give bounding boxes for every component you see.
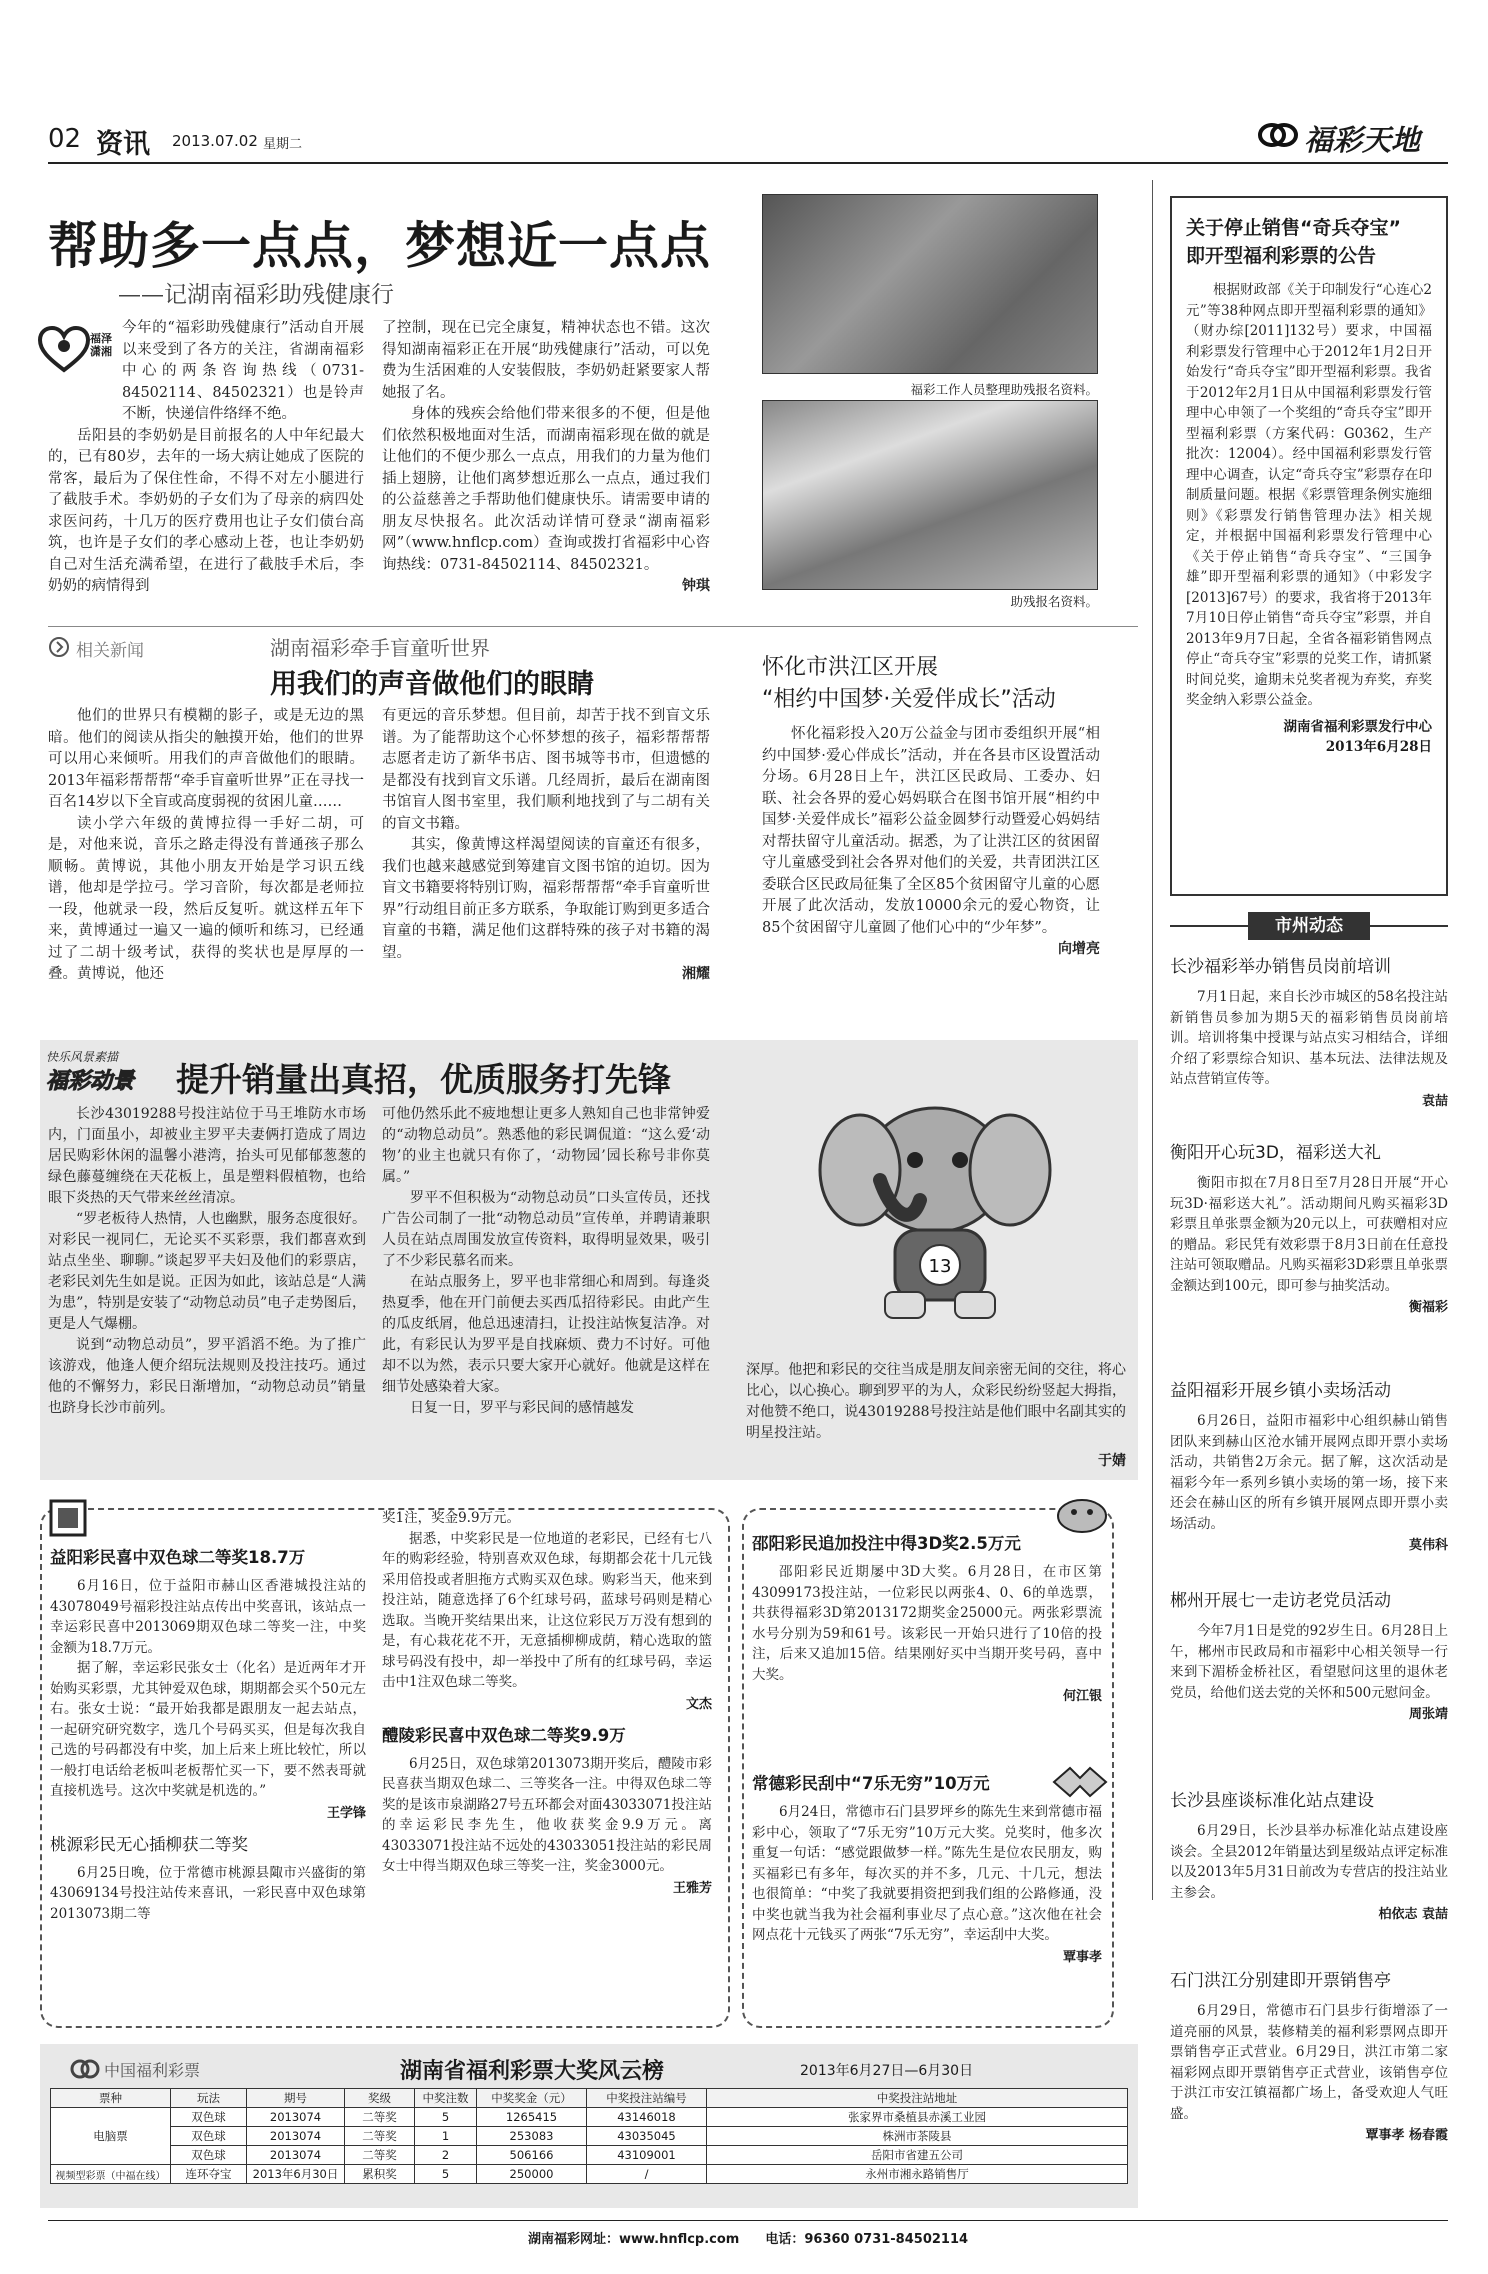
table-cell: 253083	[477, 2127, 587, 2146]
city-item-title: 石门洪江分别建即开票销售亭	[1170, 1971, 1391, 1991]
shaoyang-byline: 何江银	[1062, 1689, 1102, 1704]
header-rule	[48, 162, 1448, 164]
table-row	[51, 2108, 1128, 2127]
lead-column-2	[382, 318, 710, 598]
table-cell: 累积奖	[345, 2165, 415, 2184]
lead-para: 岳阳县的李奶奶是目前报名的人中年纪最大的，已有80岁，去年的一场大病让她成了医院的常客，最后为了保住性命，不得不对左小腿进行了截肢手术。李奶奶的子女们为了母亲的病四处求医问药，十几万的医疗费用也让子女们债台高筑，也许是子女们的孝心感动上苍，也让李奶奶自己对生活充满希望，在进行了截肢手术后，李奶奶的病情得到	[48, 427, 364, 594]
weekday: 星期二	[263, 137, 303, 152]
feature-para: 日复一日，罗平与彩民间的感情越发	[410, 1400, 634, 1416]
lead-logo-text: 福泽潇湘	[90, 332, 112, 358]
table-cell: 永州市湘永路销售厅	[707, 2165, 1128, 2184]
table-header-cell: 玩法	[171, 2089, 247, 2108]
taoyuan-cont-para: 据悉，中奖彩民是一位地道的老彩民，已经有七八年的购彩经验，特别喜欢双色球，每期都会花十几元钱采用倍投或者胆拖方式购买双色球。购彩当天，他来到投注站，随意选择了6个红球号码，蓝球号码则是精心选取。当晚开奖结果出来，让这位彩民万万没有想到的是，有心栽花花不开，无意插柳柳成荫，精心选取的篮球号码没有投中，却一举投中了所有的红球号码，幸运击中1注双色球二等奖。	[382, 1530, 712, 1690]
page-number: 02	[48, 124, 82, 154]
table-cell: 5	[415, 2165, 477, 2184]
city-item-title: 衡阳开心玩3D，福彩送大礼	[1170, 1143, 1381, 1163]
feature-title: 提升销量出真招，优质服务打先锋	[176, 1060, 671, 1099]
city-item-text: 今年7月1日是党的92岁生日。6月28日上午，郴州市民政局和市福彩中心相关领导一行来到下湄桥金桥社区，看望慰问这里的退休老党员，给他们送去党的关怀和500元慰问金。	[1170, 1623, 1448, 1701]
city-item-title: 长沙县座谈标准化站点建设	[1170, 1791, 1374, 1811]
table-cell: 2013074	[247, 2127, 345, 2146]
table-cell: 43035045	[587, 2127, 707, 2146]
feature-column-1	[48, 1104, 366, 1419]
table-cell: 43109001	[587, 2146, 707, 2165]
related-column-1	[48, 706, 364, 986]
mascot-icon	[1052, 1494, 1112, 1534]
lottery-logo-icon	[70, 2056, 100, 2086]
table-cell: 1	[415, 2127, 477, 2146]
city-item-byline: 周张靖	[1408, 1707, 1448, 1722]
table-cell: 43146018	[587, 2108, 707, 2127]
lead-para: 身体的残疾会给他们带来很多的不便，但是他们依然积极地面对生活，而湖南福彩现在做的就是让他们的不便少那么一点点，用我们的力量为他们插上翅膀，让他们离梦想近那么一点点，通过我们的公益慈善之手帮助他们健康快乐。请需要申请的朋友尽快报名。此次活动详情可登录“湖南福彩网”（www.hnflcp.com）查询或拨打省福彩中心咨询热线：0731-84502114、84502321。	[382, 406, 710, 573]
changde-title: 常德彩民刮中“7乐无穷”10万元	[752, 1774, 990, 1793]
winners-section	[40, 2044, 1138, 2208]
table-group-label: 电脑票	[51, 2108, 171, 2165]
feature-box	[40, 1040, 1138, 1480]
table-cell: 双色球	[171, 2146, 247, 2165]
table-cell: 双色球	[171, 2108, 247, 2127]
city-item-byline: 衡福彩	[1408, 1300, 1448, 1315]
taoyuan-cont-para: 奖1注，奖金9.9万元。	[382, 1510, 521, 1526]
city-tag-label: 市州动态	[1248, 912, 1370, 940]
city-item-text: 6月29日，常德市石门县步行街增添了一道亮丽的风景，装修精美的福利彩票网点即开票销售亭正式营业。6月29日，洪江市第二家福彩网点即开票销售亭正式营业，该销售亭位于洪江市安江镇福都广场上，备受欢迎人气旺盛。	[1170, 2003, 1448, 2122]
feature-kicker: 快乐风景素描	[46, 1050, 119, 1064]
changde-story	[752, 1770, 1102, 1965]
table-cell: 506166	[477, 2146, 587, 2165]
yiyang-para: 6月16日，位于益阳市赫山区香港城投注站的43078049号福彩投注站点传出中奖喜讯，该站点一幸运彩民喜中2013069期双色球二等奖一注，中奖金额为18.7万元。	[50, 1578, 366, 1656]
yiyang-story	[50, 1544, 366, 1924]
huaihua-byline: 向增亮	[1058, 941, 1100, 957]
page-header	[48, 120, 1448, 160]
feature-column-3	[746, 1360, 1126, 1444]
shaoyang-story	[752, 1530, 1102, 1704]
liling-para: 6月25日，双色球第2013073期开奖后，醴陵市彩民喜获当期双色球二、三等奖各一注。中得双色球二等奖的是该市泉湖路27号五环都会对面43033071投注站的幸运彩民李先生，他收获奖金9.9万元。离43033071投注站不远处的43033051投注站的彩民周女士中得当期双色球三等奖一注，奖金3000元。	[382, 1755, 712, 1874]
section-name: 资讯	[96, 129, 150, 160]
yiyang-para: 据了解，幸运彩民张女士（化名）是近两年才开始购买彩票，尤其钟爱双色球，期期都会买个50元左右。张女士说：“最开始我都是跟朋友一起去站点，一起研究研究数字，选几个号码买买，但是每次我自己选的号码都没有中奖，加上后来上班比较忙，所以一般打电话给老板叫老板帮忙买一下，要不然表哥就直接机选号。这次中奖就是机选的。”	[50, 1660, 366, 1799]
table-cell: 2013074	[247, 2108, 345, 2127]
feature-column-2	[382, 1104, 710, 1419]
city-item-title: 郴州开展七一走访老党员活动	[1170, 1591, 1391, 1611]
table-cell: 2013年6月30日	[247, 2165, 345, 2184]
brand-name: 福彩天地	[1304, 123, 1421, 157]
huaihua-para: 怀化福彩投入20万公益金与团市委组织开展“相约中国梦·爱心伴成长”活动，并在各县市区设置活动分场。6月28日上午，洪江区民政局、工委办、妇联、社会各界的爱心妈妈联合在图书馆开展“相约中国梦·关爱伴成长”福彩公益金圆梦行动暨爱心妈妈结对帮扶留守儿童活动。据悉，为了让洪江区的贫困留守儿童感受到社会各界对他们的关爱，共青团洪江区委联合区民政局征集了全区85个贫困留守儿童的心愿开展了此次活动，发放10000余元的爱心物资，让85个贫困留守儿童圆了他们心中的“少年梦”。	[762, 726, 1100, 936]
lead-photo1-caption: 福彩工作人员整理助残报名资料。	[910, 382, 1098, 397]
city-item-text: 衡阳市拟在7月8日至7月28日开展“开心玩3D·福彩送大礼”。活动期间凡购买福彩3D彩票且单张票金额为20元以上，可获赠相对应的赠品。彩民凭有效彩票于8月3日前在任意投注站可领取赠品。凡购买福彩3D彩票且单张票金额达到100元，即可参与抽奖活动。	[1170, 1175, 1448, 1294]
mascot-number: 13	[928, 1256, 952, 1277]
taoyuan-liling-story	[382, 1508, 712, 1896]
yiyang-title: 益阳彩民喜中双色球二等奖18.7万	[50, 1548, 306, 1567]
city-item	[1170, 1376, 1448, 1586]
table-cell: 1265415	[477, 2108, 587, 2127]
column-divider	[1152, 180, 1153, 1900]
table-header-cell: 票种	[51, 2089, 171, 2108]
city-news-list	[1170, 952, 1448, 2143]
city-item-text: 6月26日，益阳市福彩中心组织赫山销售团队来到赫山区沧水铺开展网点即开票小卖场活动，共销售2万余元。据了解，这次活动是福彩今年一系列乡镇小卖场的第一场，接下来还会在赫山区的所有乡镇开展网点即开票小卖场活动。	[1170, 1413, 1448, 1532]
table-date-range: 2013年6月27日—6月30日	[800, 2063, 974, 2079]
related-para: 读小学六年级的黄博拉得一手好二胡，可是，对他来说，音乐之路走得没有普通孩子那么顺畅。黄博说，其他小朋友开始是学习识五线谱，他却是学拉弓。学习音阶，每次都是老师拉一段，他就录一段，然后反复听。就这样五年下来，黄博通过一遍又一遍的倾听和练习，已经通过了二胡十级考试，获得的奖状也是厚厚的一叠。黄博说，他还	[48, 815, 364, 982]
related-para: 其实，像黄博这样渴望阅读的盲童还有很多，我们也越来越感觉到筹建盲文图书馆的迫切。因为盲文书籍要将特别订购，福彩帮帮帮“牵手盲童听世界”行动组目前正多方联系，争取能订购到更多适合盲童的书籍，满足他们这群特殊的孩子对书籍的渴望。	[382, 837, 710, 961]
liling-title: 醴陵彩民喜中双色球二等奖9.9万	[382, 1725, 626, 1745]
city-item-title: 益阳福彩开展乡镇小卖场活动	[1170, 1381, 1391, 1401]
table-cell: 二等奖	[345, 2108, 415, 2127]
huaihua-title-2: “相约中国梦·关爱伴成长”活动	[762, 687, 1056, 712]
city-item	[1170, 952, 1448, 1138]
table-cell: 250000	[477, 2165, 587, 2184]
city-item-byline: 袁喆	[1421, 1093, 1448, 1109]
city-item	[1170, 1586, 1448, 1786]
table-cell: 二等奖	[345, 2127, 415, 2146]
city-item-byline: 覃事孝 杨春霞	[1365, 2128, 1448, 2143]
table-cell: 岳阳市省建五公司	[707, 2146, 1128, 2165]
feature-badge: 福彩动景	[46, 1069, 135, 1094]
related-kicker: 湖南福彩牵手盲童听世界	[270, 636, 490, 660]
shaoyang-para: 邵阳彩民近期屡中3D大奖。6月28日，在市区第43099173投注站，一位彩民以两张4、0、6的单选票，共获得福彩3D第2013172期奖金25000元。两张彩票流水号分别为59和61号。该彩民一开始只进行了10倍的投注，后来又追加15倍。结果刚好买中当期开奖号码，喜中大奖。	[752, 1564, 1102, 1683]
changde-para: 6月24日，常德市石门县罗坪乡的陈先生来到常德市福彩中心，领取了“7乐无穷”10万元大奖。兑奖时，他多次重复一句话：“感觉跟做梦一样。”陈先生是位农民朋友，购买福彩已有多年，每次买的并不多，几元、十几元，想法也很简单：“中奖了我就要捐资把到我们组的公路修通，没中奖也就当我为社会福利事业尽了点心意。”这次他在社会网点花十元钱买了两张“7乐无穷”，幸运刮中大奖。	[752, 1804, 1102, 1943]
feature-para: 深厚。他把和彩民的交往当成是朋友间亲密无间的交往，将心比心，以心换心。聊到罗平的为人，众彩民纷纷竖起大拇指，对他赞不绝口，说43019288号投注站是他们眼中名副其实的明星投注站。	[746, 1362, 1126, 1441]
table-cell: 连环夺宝	[171, 2165, 247, 2184]
huaihua-body	[762, 724, 1100, 961]
table-cell: 2013074	[247, 2146, 345, 2165]
brand-logo-icon	[1258, 120, 1298, 150]
table-cell: /	[587, 2165, 707, 2184]
taoyuan-byline: 文杰	[685, 1696, 712, 1712]
notice-para: 根据财政部《关于印制发行“心连心2元”等38种网点即开型福利彩票的通知》（财办综[2011]132号）要求，中国福利彩票发行管理中心于2012年1月2日开始发行“奇兵夺宝”即开型福利彩票。我省于2012年2月1日从中国福利彩票发行管理中心申领了一个奖组的“奇兵夺宝”即开型福利彩票（方案代码：G0362，生产批次：12004）。经中国福利彩票发行管理中心调查，认定“奇兵夺宝”彩票存在印制质量问题。根据《彩票管理条例实施细则》《彩票发行销售管理办法》相关规定，并根据中国福利彩票发行管理中心《关于停止销售“奇兵夺宝”、“三国争雄”即开型福利彩票的通知》（中彩发字[2013]67号）的要求，我省将于2013年7月10日停止销售“奇兵夺宝”彩票，并自2013年9月7日起，全省各福彩销售网点停止“奇兵夺宝”彩票的兑奖工作，请抓紧时间兑奖，逾期未兑奖者视为弃奖，弃奖奖金纳入彩票公益金。	[1186, 282, 1432, 708]
elephant-mascot	[800, 1060, 1070, 1330]
notice-date: 2013年6月28日	[1325, 738, 1432, 755]
notice-title-2: 即开型福利彩票的公告	[1186, 245, 1377, 267]
lead-photo-volunteers	[762, 194, 1098, 374]
related-label-text: 相关新闻	[76, 641, 144, 661]
taoyuan-para: 6月25日晚，位于常德市桃源县陬市兴盛街的第43069134号投注站传来喜讯，一彩民喜中双色球第2013073期二等	[50, 1864, 366, 1922]
winners-table	[50, 2088, 1128, 2184]
feature-para: 长沙43019288号投注站位于马王堆防水市场内，门面虽小，却被业主罗平夫妻俩打造成了周边居民购彩休闲的温馨小港湾，抬头可见郁郁葱葱的绿色藤蔓缠绕在天花板上，虽是塑料假植物，也给眼下炎热的天气带来丝丝清凉。	[48, 1106, 366, 1206]
feature-para: “罗老板待人热情，人也幽默，服务态度很好。对彩民一视同仁，无论买不买彩票，我们都喜欢到站点坐坐、聊聊。”谈起罗平夫妇及他们的彩票店，老彩民刘先生如是说。正因为如此，该站总是“人满为患”，特别是安装了“动物总动员”电子走势图后，更是人气爆棚。	[48, 1211, 366, 1332]
issue-date: 2013.07.02	[172, 132, 258, 150]
table-row	[51, 2127, 1128, 2146]
liling-byline: 王雅芳	[672, 1880, 712, 1896]
taoyuan-title: 桃源彩民无心插柳获二等奖	[50, 1834, 248, 1854]
related-para: 他们的世界只有模糊的影子，或是无边的黑暗。他们的阅读从指尖的触摸开始，他们的世界可以用心来倾听。用我们的声音做他们的眼睛。2013年福彩帮帮帮“牵手盲童听世界”正在寻找一百名14岁以下全盲或高度弱视的贫困儿童……	[48, 708, 364, 810]
city-item-text: 7月1日起，来自长沙市城区的58名投注站新销售员参加为期5天的福彩销售员岗前培训。培训将集中授课与站点实习相结合，详细介绍了彩票综合知识、基本玩法、法律法规及站点营销宣传等。	[1170, 989, 1448, 1087]
city-tag	[1170, 912, 1448, 940]
notice-title-1: 关于停止销售“奇兵夺宝”	[1186, 217, 1401, 239]
footer-rule	[48, 2220, 1448, 2221]
city-item	[1170, 1786, 1448, 1966]
footer-text: 湖南福彩网址：www.hnflcp.com 电话：96360 0731-84502114	[527, 2232, 969, 2247]
yiyang-byline: 王学锋	[326, 1805, 366, 1821]
notice-box	[1170, 196, 1448, 896]
related-title: 用我们的声音做他们的眼睛	[270, 669, 594, 700]
table-cell: 株洲市茶陵县	[707, 2127, 1128, 2146]
lead-title: 帮助多一点点，梦想近一点点	[48, 217, 711, 275]
city-item-text: 6月29日，长沙县举办标准化站点建设座谈会。全县2012年销量达到星级站点评定标准以及2013年5月31日前改为专营店的投注站业主参会。	[1170, 1823, 1448, 1901]
huaihua-title-1: 怀化市洪江区开展	[762, 655, 939, 680]
lead-photo2-caption: 助残报名资料。	[1010, 594, 1098, 609]
feature-para: 可他仍然乐此不疲地想让更多人熟知自己也非常钟爱的“动物总动员”。熟悉他的彩民调侃道：“这么爱‘动物’的业主也就只有你了，‘动物园’园长称号非你莫属。”	[382, 1106, 710, 1185]
feature-para: 说到“动物总动员”，罗平滔滔不绝。为了推广该游戏，他逢人便介绍玩法规则及投注技巧。通过他的不懈努力，彩民日渐增加，“动物总动员”销量也跻身长沙市前列。	[48, 1337, 366, 1416]
feature-byline: 于婧	[1098, 1453, 1126, 1469]
city-item	[1170, 1966, 1448, 2143]
related-para: 有更远的音乐梦想。但目前，却苦于找不到盲文乐谱。为了能帮助这个心怀梦想的孩子，福彩帮帮帮志愿者走访了新华书店、图书城等书市，但遗憾的是都没有找到盲文乐谱。几经周折，最后在湖南图书馆盲人图书室里，我们顺利地找到了与二胡有关的盲文书籍。	[382, 708, 710, 832]
lottery-logo-text: 中国福利彩票	[104, 2061, 201, 2080]
feature-para: 罗平不但积极为“动物总动员”口头宣传员，还找广告公司制了一批“动物总动员”宣传单，并聘请兼职人员在站点周围发放宣传资料，取得明显效果，吸引了不少彩民慕名而来。	[382, 1190, 710, 1269]
table-title: 湖南省福利彩票大奖风云榜	[400, 2059, 665, 2084]
changde-byline: 覃事孝	[1062, 1949, 1102, 1965]
lead-byline: 钟琪	[682, 578, 710, 594]
related-byline: 湘耀	[682, 966, 710, 982]
city-item-byline: 柏依志 袁喆	[1378, 1907, 1448, 1922]
table-row	[51, 2165, 1128, 2184]
table-header-cell: 中奖投注站编号	[587, 2089, 707, 2108]
table-cell: 二等奖	[345, 2146, 415, 2165]
table-group-label: 视频型彩票（中福在线）	[51, 2165, 171, 2184]
table-cell: 双色球	[171, 2127, 247, 2146]
table-cell: 5	[415, 2108, 477, 2127]
feature-para: 在站点服务上，罗平也非常细心和周到。每逢炎热夏季，他在开门前便去买西瓜招待彩民。由此产生的瓜皮纸屑，他总迅速清扫，让投注站恢复洁净。对此，有彩民认为罗平是自找麻烦、费力不讨好。可他却不以为然，表示只要大家开心就好。他就是这样在细节处感染着大家。	[382, 1274, 710, 1395]
shaoyang-title: 邵阳彩民追加投注中得3D奖2.5万元	[752, 1534, 1021, 1553]
chevron-right-icon	[48, 636, 70, 662]
table-header-cell: 期号	[247, 2089, 345, 2108]
award-seal-icon	[48, 1498, 88, 1538]
lead-column-1	[48, 318, 364, 598]
city-item	[1170, 1138, 1448, 1376]
table-header-cell: 中奖投注站地址	[707, 2089, 1128, 2108]
table-row	[51, 2146, 1128, 2165]
related-label	[48, 634, 178, 660]
table-header-cell: 中奖奖金（元）	[477, 2089, 587, 2108]
notice-signer: 湖南省福利彩票发行中心	[1283, 718, 1432, 735]
table-header-cell: 奖级	[345, 2089, 415, 2108]
related-column-2	[382, 706, 710, 986]
lead-para: 了控制，现在已完全康复，精神状态也不错。这次得知湖南福彩正在开展“助残健康行”活动，可以免费为生活困难的人安装假肢，李奶奶赶紧要家人帮她报了名。	[382, 320, 710, 401]
lead-para: 今年的“福彩助残健康行”活动自开展以来受到了各方的关注，省湖南福彩中心的两条咨询热线（0731-84502114、84502321）也是铃声不断，快递信件络绎不绝。	[122, 320, 364, 422]
lead-bottom-rule	[48, 626, 1138, 627]
table-cell: 张家界市桑植县赤溪工业园	[707, 2108, 1128, 2127]
table-header-cell: 中奖注数	[415, 2089, 477, 2108]
lead-photo-documents	[762, 400, 1098, 590]
lead-subtitle: ——记湖南福彩助残健康行	[118, 282, 394, 308]
city-item-title: 长沙福彩举办销售员岗前培训	[1170, 957, 1391, 977]
city-item-byline: 莫伟科	[1408, 1538, 1448, 1553]
table-header-row	[51, 2089, 1128, 2108]
table-cell: 2	[415, 2146, 477, 2165]
